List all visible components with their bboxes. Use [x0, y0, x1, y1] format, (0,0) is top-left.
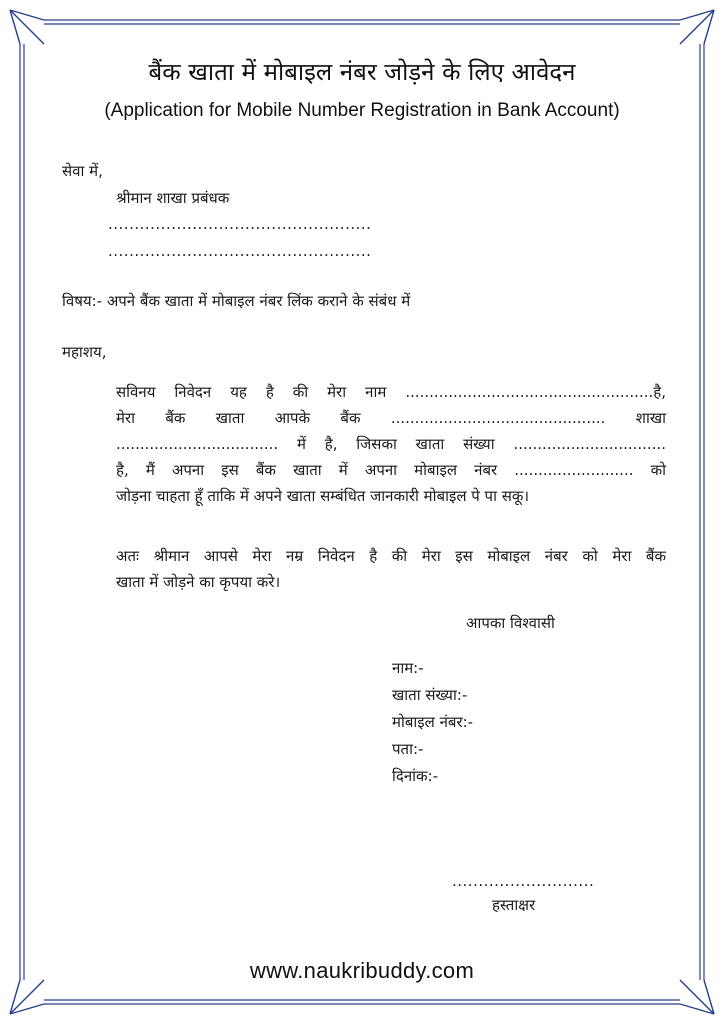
border-lines [20, 20, 704, 1004]
body-line: है, मैं अपना इस बैंक खाता में अपना मोबाइल नंबर ......................... को [116, 461, 666, 479]
detail-name: नाम:- [392, 659, 424, 677]
document-subtitle: (Application for Mobile Number Registration in Bank Account) [104, 100, 620, 121]
detail-date: दिनांक:- [392, 767, 439, 785]
body-line: खाता में जोड़ने का कृपया करे। [116, 573, 281, 591]
detail-mobile-number: मोबाइल नंबर:- [392, 713, 474, 731]
body-line: अतः श्रीमान आपसे मेरा नम्र निवेदन है की मेरा इस मोबाइल नंबर को मेरा बैंक [116, 547, 666, 565]
body-line: सविनय निवेदन यह है की मेरा नाम ....................................................है, [116, 383, 666, 401]
body-line: .................................. में है, जिसका खाता संख्या ................................ [116, 435, 666, 453]
closing-text: आपका विश्वासी [466, 614, 555, 632]
recipient-blank-line: .................................................. [108, 242, 372, 260]
greeting: महाशय, [62, 343, 107, 361]
subject-line: विषय:- अपने बैंक खाता में मोबाइल नंबर लिंक कराने के संबंध में [62, 292, 411, 310]
document-title: बैंक खाता में मोबाइल नंबर जोड़ने के लिए आवेदन [148, 58, 576, 86]
recipient-designation: श्रीमान शाखा प्रबंधक [116, 189, 230, 207]
body-paragraph-2 [116, 543, 666, 595]
signature-label: हस्ताक्षर [492, 896, 536, 914]
body-paragraph-1 [116, 379, 666, 509]
body-line: जोड़ना चाहता हूँ ताकि में अपने खाता सम्बंधित जानकारी मोबाइल पे पा सकू। [116, 487, 530, 505]
detail-account-number: खाता संख्या:- [392, 686, 468, 704]
recipient-salutation: सेवा में, [62, 162, 103, 180]
body-line: मेरा बैंक खाता आपके बैंक ............................................. शाखा [116, 409, 666, 427]
border-corner-ornaments [10, 10, 714, 1014]
footer-website-url: www.naukribuddy.com [249, 958, 475, 983]
detail-address: पता:- [392, 740, 424, 758]
recipient-blank-line: .................................................. [108, 215, 372, 233]
signature-blank-line: ........................... [452, 872, 595, 890]
